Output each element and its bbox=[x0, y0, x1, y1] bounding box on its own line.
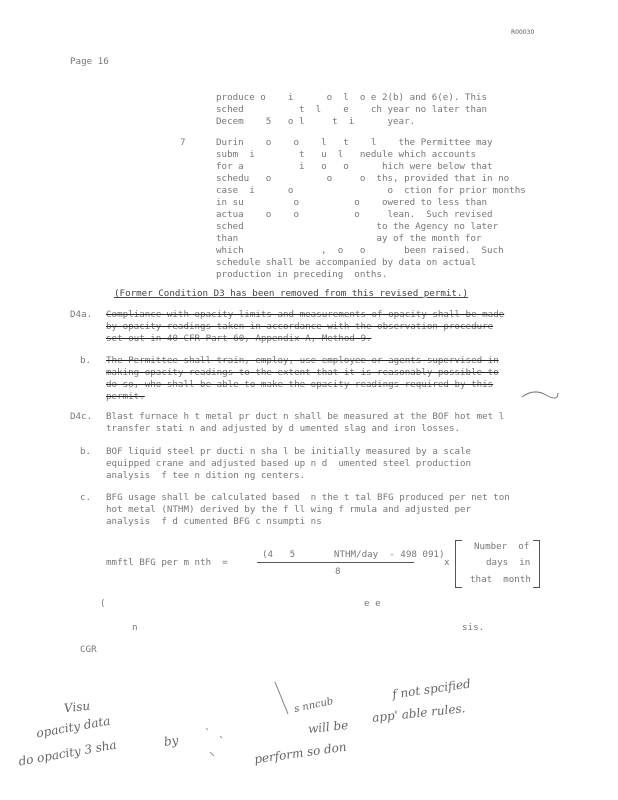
handwritten-note: app' able rules. bbox=[371, 701, 467, 725]
condition-label: c. bbox=[80, 492, 92, 503]
scan-fragment: n bbox=[132, 622, 138, 633]
formula-lhs: mmftl BFG per m nth = bbox=[106, 557, 228, 568]
text-line: equipped crane and adjusted based up n d umented steel production bbox=[106, 458, 472, 469]
bracket-line: Number of bbox=[474, 541, 530, 552]
condition-label: D4a. bbox=[70, 309, 93, 320]
text-line: do so, who shall be able to make the opacity readings required by this bbox=[106, 379, 494, 390]
text-line: produce o i o l o e 2(b) and 6(e). This bbox=[216, 92, 488, 103]
text-line: subm i t u l nedule which accounts bbox=[216, 149, 476, 160]
scan-fragment: e e bbox=[364, 598, 381, 609]
text-line: Compliance with opacity limits and measurements of opacity shall be made bbox=[106, 309, 505, 320]
text-line: set out in 40 CFR Part 60, Appendix A, Method 9. bbox=[106, 333, 372, 344]
bracket-line: that month bbox=[470, 574, 531, 585]
handwritten-note: s nncub bbox=[293, 696, 335, 716]
formula-denominator: 8 bbox=[335, 566, 341, 577]
text-line: actua o o o lean. Such revised bbox=[216, 209, 493, 220]
handwritten-note: by bbox=[162, 733, 180, 749]
handwritten-note: will be bbox=[307, 717, 349, 737]
text-line: BFG usage shall be calculated based n the t tal BFG produced per net ton bbox=[106, 492, 510, 503]
footer-initials: CGR bbox=[80, 644, 97, 655]
text-line: analysis f d cumented BFG c nsumpti ns bbox=[106, 516, 322, 527]
text-line: sched to the Agency no later bbox=[216, 221, 499, 232]
text-line: hot metal (NTHM) derived by the f ll wing f rmula and adjusted per bbox=[106, 504, 472, 515]
pen-stroke-icon bbox=[270, 680, 300, 720]
text-line: sched t l e ch year no later than bbox=[216, 104, 488, 115]
text-line: in su o o owered to less than bbox=[216, 197, 488, 208]
text-line: Blast furnace h t metal pr duct n shall be measured at the BOF hot met l bbox=[106, 411, 505, 422]
multiply-sign: x bbox=[444, 557, 450, 568]
handwritten-note: perform so don bbox=[253, 739, 348, 767]
formula-numerator: (4 5 NTHM/day - 498 091) bbox=[262, 549, 445, 560]
text-line: analysis f tee n dition ng centers. bbox=[106, 470, 306, 481]
text-line: by opacity readings taken in accordance with the observation procedure bbox=[106, 321, 494, 332]
item-number: 7 bbox=[180, 137, 186, 148]
text-line: Decem 5 o l t i year. bbox=[216, 116, 416, 127]
text-line: Durin o o l t l the Permittee may bbox=[216, 137, 493, 148]
text-line: which , o o been raised. Such bbox=[216, 245, 504, 256]
condition-label: b. bbox=[80, 446, 92, 457]
scan-fragment: sis. bbox=[462, 622, 485, 633]
fraction-bar bbox=[257, 562, 414, 563]
text-line: than ay of the month for bbox=[216, 233, 482, 244]
removed-condition-note: (Former Condition D3 has been removed from this revised permit.) bbox=[114, 288, 469, 299]
text-line: The Permittee shall train, employ, use employee or agents supervised in bbox=[106, 355, 499, 366]
handwritten-note: opacity data bbox=[35, 713, 112, 741]
revision-mark-icon bbox=[520, 385, 560, 405]
text-line: BOF liquid steel pr ducti n sha l be initially measured by a scale bbox=[106, 446, 472, 457]
text-line: transfer stati n and adjusted by d umented slag and iron losses. bbox=[106, 423, 461, 434]
text-line: schedule shall be accompanied by data on actual bbox=[216, 257, 476, 268]
bracket-line: days in bbox=[486, 557, 531, 568]
pen-stroke-icon bbox=[200, 722, 240, 762]
text-line: case i o o ction for prior months bbox=[216, 185, 526, 196]
condition-label: b. bbox=[80, 355, 92, 366]
text-line: permit. bbox=[106, 391, 145, 402]
scan-fragment: ( bbox=[100, 598, 106, 609]
handwritten-note: f not spcified bbox=[391, 676, 472, 702]
condition-label: D4c. bbox=[70, 411, 93, 422]
document-code: R00030 bbox=[511, 29, 535, 36]
text-line: making opacity readings to the extent that it is reasonably possible to bbox=[106, 367, 499, 378]
text-line: schedu o o o ths, provided that in no bbox=[216, 173, 510, 184]
text-line: for a i o o hich were below that bbox=[216, 161, 493, 172]
bracket-right bbox=[533, 540, 540, 588]
handwritten-note: Visu bbox=[63, 698, 91, 716]
handwritten-note: do opacity 3 sha bbox=[17, 737, 118, 769]
page-number: Page 16 bbox=[70, 56, 109, 67]
bracket-left bbox=[455, 540, 462, 588]
text-line: production in preceding onths. bbox=[216, 269, 388, 280]
